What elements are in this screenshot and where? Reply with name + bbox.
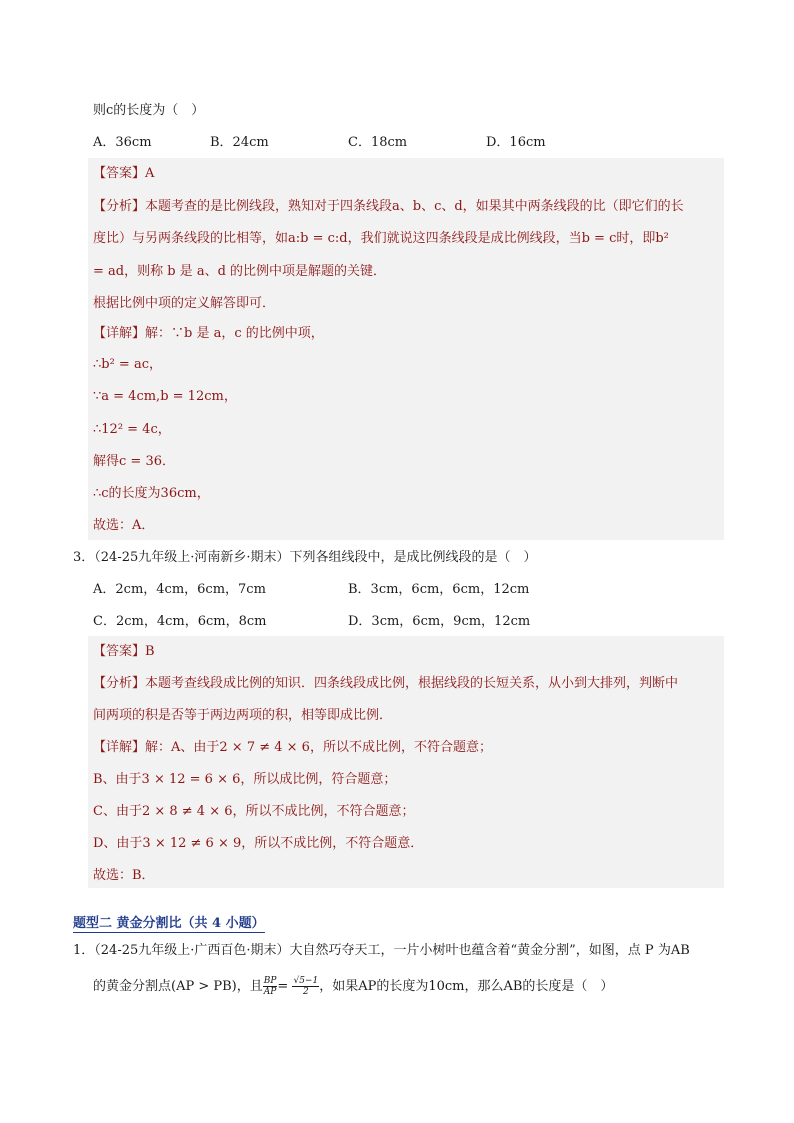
stem-text: ，如果AP的长度为10cm，那么AB的长度是（ ） (319, 979, 614, 994)
option-d: D．3cm，6cm，9cm，12cm (348, 614, 531, 629)
detail-line: ∴b² = ac， (93, 357, 162, 372)
question-stem-continued (93, 976, 613, 997)
detail-line: B、由于3 × 12 = 6 × 6，所以成比例，符合题意； (93, 772, 397, 787)
fraction-golden (292, 976, 319, 997)
question-stem: 1．（24-25九年级上·广西百色·期末）大自然巧夺天工，一片小树叶也蕴含着“黄金分割”，如图，点 P 为AB (73, 943, 690, 958)
detail-line: 解得c = 36． (93, 454, 175, 469)
question-stem: 3．（24-25九年级上·河南新乡·期末）下列各组线段中，是成比例线段的是（ ） (73, 550, 537, 565)
option-b: B．3cm，6cm，6cm，12cm (348, 582, 530, 597)
option-d: D．16cm (486, 135, 546, 150)
detail-line: 【详解】解：A、由于2 × 7 ≠ 4 × 6，所以不成比例，不符合题意； (93, 740, 492, 755)
analysis-line: = ad，则称 b 是 a、d 的比例中项是解题的关键． (93, 264, 387, 279)
section-title: 题型二 黄金分割比（共 4 小题） (73, 916, 265, 931)
analysis-line: 根据比例中项的定义解答即可． (93, 296, 276, 311)
question-stem: 则c的长度为（ ） (93, 103, 205, 118)
detail-line: 【详解】解：∵b 是 a，c 的比例中项， (93, 326, 324, 341)
answer-line: 【答案】A (93, 166, 155, 181)
detail-line: ∴c的长度为36cm， (93, 486, 210, 501)
section-heading (73, 912, 265, 931)
analysis-line: 【分析】本题考查线段成比例的知识．四条线段成比例，根据线段的长短关系，从小到大排列，判断中 (93, 676, 679, 691)
fraction-numerator: √5−1 (293, 976, 319, 986)
fraction-denominator: 2 (302, 987, 309, 997)
option-c: C．18cm (348, 135, 408, 150)
analysis-line: 间两项的积是否等于两边两项的积，相等即成比例． (93, 708, 393, 723)
option-b: B．24cm (210, 135, 269, 150)
detail-line: C、由于2 × 8 ≠ 4 × 6，所以不成比例，不符合题意； (93, 804, 415, 819)
fraction-numerator: BP (263, 976, 277, 986)
option-a: A．2cm，4cm，6cm，7cm (93, 582, 266, 597)
detail-line: ∵a = 4cm,b = 12cm， (93, 389, 237, 404)
analysis-line: 【分析】本题考查的是比例线段，熟知对于四条线段a、b、c、d，如果其中两条线段的比（即它们的长 (93, 199, 684, 214)
detail-line: ∴12² = 4c， (93, 422, 171, 437)
detail-line: 故选：A． (93, 518, 155, 533)
option-a: A．36cm (93, 135, 152, 150)
option-c: C．2cm，4cm，6cm，8cm (93, 614, 267, 629)
equals-sign: = (277, 979, 293, 994)
answer-line: 【答案】B (93, 644, 155, 659)
analysis-line: 度比）与另两条线段的比相等，如a:b = c:d，我们就说这四条线段是成比例线段，当b = c时，即b² (93, 231, 669, 246)
fraction-denominator: AP (263, 987, 277, 997)
detail-line: D、由于3 × 12 ≠ 6 × 9，所以不成比例，不符合题意． (93, 836, 424, 851)
detail-line: 故选：B． (93, 868, 155, 883)
fraction-bp-ap (263, 976, 278, 997)
stem-text: 的黄金分割点(AP > PB)，且 (93, 979, 263, 994)
